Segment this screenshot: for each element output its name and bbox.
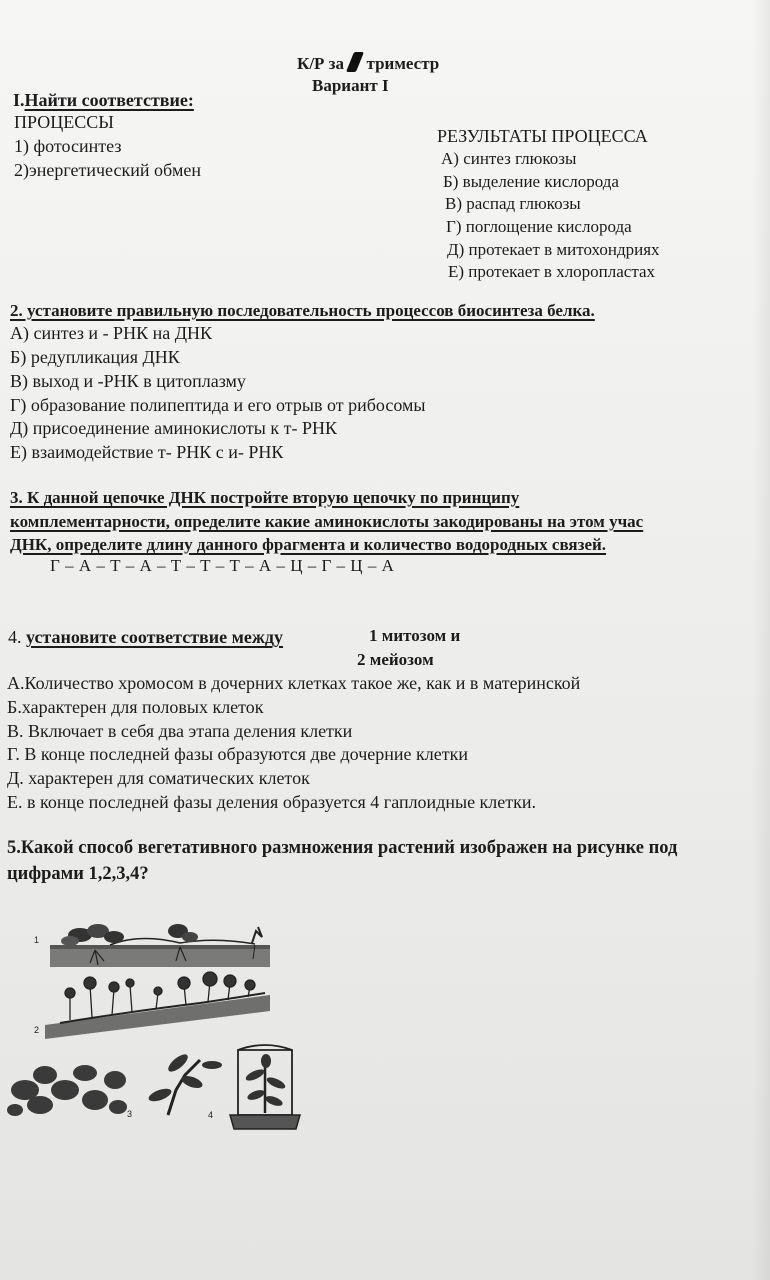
q4-option-1: 1 митозом и <box>369 626 461 645</box>
result-e: Е) протекает в хлоропластах <box>448 262 656 281</box>
title-right: триместр <box>366 54 440 73</box>
q1-heading-text: Найти соответствие: <box>24 90 194 110</box>
q4-item-b: Б.характерен для половых клеток <box>7 697 264 717</box>
processes-label: ПРОЦЕССЫ <box>14 112 114 132</box>
title-left: К/Р за <box>297 54 345 73</box>
q2-item-g: Г) образование полипептида и его отрыв от рибосомы <box>10 395 426 415</box>
q2-heading: 2. установите правильную последовательность процессов биосинтеза белка. <box>10 301 595 320</box>
variant-label: Вариант I <box>312 76 389 95</box>
q5-line-1: 5.Какой способ вегетативного размножения растений изображен на рисунке под <box>7 838 678 858</box>
figure-4-stem-cutting <box>147 1051 222 1115</box>
result-a: А) синтез глюкозы <box>441 149 577 168</box>
q2-item-v: В) выход и -РНК в цитоплазму <box>10 371 246 391</box>
figure-2-layering <box>45 972 270 1039</box>
q4-heading-text: установите соответствие между <box>26 627 284 647</box>
q4-item-e: Е. в конце последней фазы деления образуется 4 гаплоидные клетки. <box>7 792 537 812</box>
q4-num: 4. <box>8 627 22 647</box>
q1-heading-num: I. <box>13 90 25 110</box>
q4-option-2: 2 мейозом <box>357 650 434 669</box>
result-d: Д) протекает в митохондриях <box>447 240 660 259</box>
q4-item-g: Г. В конце последней фазы образуются две дочерние клетки <box>7 744 468 764</box>
process-1: 1) фотосинтез <box>14 136 122 156</box>
q1-heading <box>13 90 194 111</box>
q4-item-a: А.Количество хромосом в дочерних клетках такое же, как и в материнской <box>7 673 581 693</box>
figure-label-3: 3 <box>127 1109 133 1119</box>
process-2: 2)энергетический обмен <box>14 160 201 180</box>
q3-line-1: 3. К данной цепочке ДНК постройте вторую цепочку по принципу <box>10 488 520 507</box>
figure-label-1: 1 <box>34 935 40 945</box>
vegetative-propagation-figure <box>0 915 320 1135</box>
handwritten-mark <box>346 52 364 72</box>
q2-item-e: Е) взаимодействие т- РНК с и- РНК <box>10 442 284 462</box>
q2-item-a: А) синтез и - РНК на ДНК <box>10 323 212 343</box>
page-edge-shadow <box>752 0 770 1280</box>
figure-label-4: 4 <box>208 1110 214 1120</box>
dna-sequence: Г – А – Т – А – Т – Т – Т – А – Ц – Г – Ц – А <box>50 556 395 575</box>
figure-label-2: 2 <box>34 1025 40 1035</box>
q2-item-b: Б) редупликация ДНК <box>10 347 180 367</box>
result-g: Г) поглощение кислорода <box>446 217 632 236</box>
q2-item-d: Д) присоединение аминокислоты к т- РНК <box>10 418 338 438</box>
result-v: В) распад глюкозы <box>445 194 581 213</box>
page-title <box>297 52 439 74</box>
q4-heading <box>8 627 283 648</box>
result-b: Б) выделение кислорода <box>443 172 619 191</box>
q3-line-3: ДНК, определите длину данного фрагмента и количество водородных связей. <box>10 535 607 554</box>
figure-3-leafy-plant <box>7 1065 127 1116</box>
q4-item-v: В. Включает в себя два этапа деления клетки <box>7 721 353 741</box>
figure-1-strawberry-runners <box>50 924 270 967</box>
q5-line-2: цифрами 1,2,3,4? <box>7 864 149 884</box>
results-label: РЕЗУЛЬТАТЫ ПРОЦЕССА <box>437 126 648 146</box>
figure-4-potted-cutting <box>230 1045 300 1129</box>
q4-item-d: Д. характерен для соматических клеток <box>7 768 310 788</box>
q3-line-2: комплементарности, определите какие аминокислоты закодированы на этом учас <box>10 512 644 531</box>
